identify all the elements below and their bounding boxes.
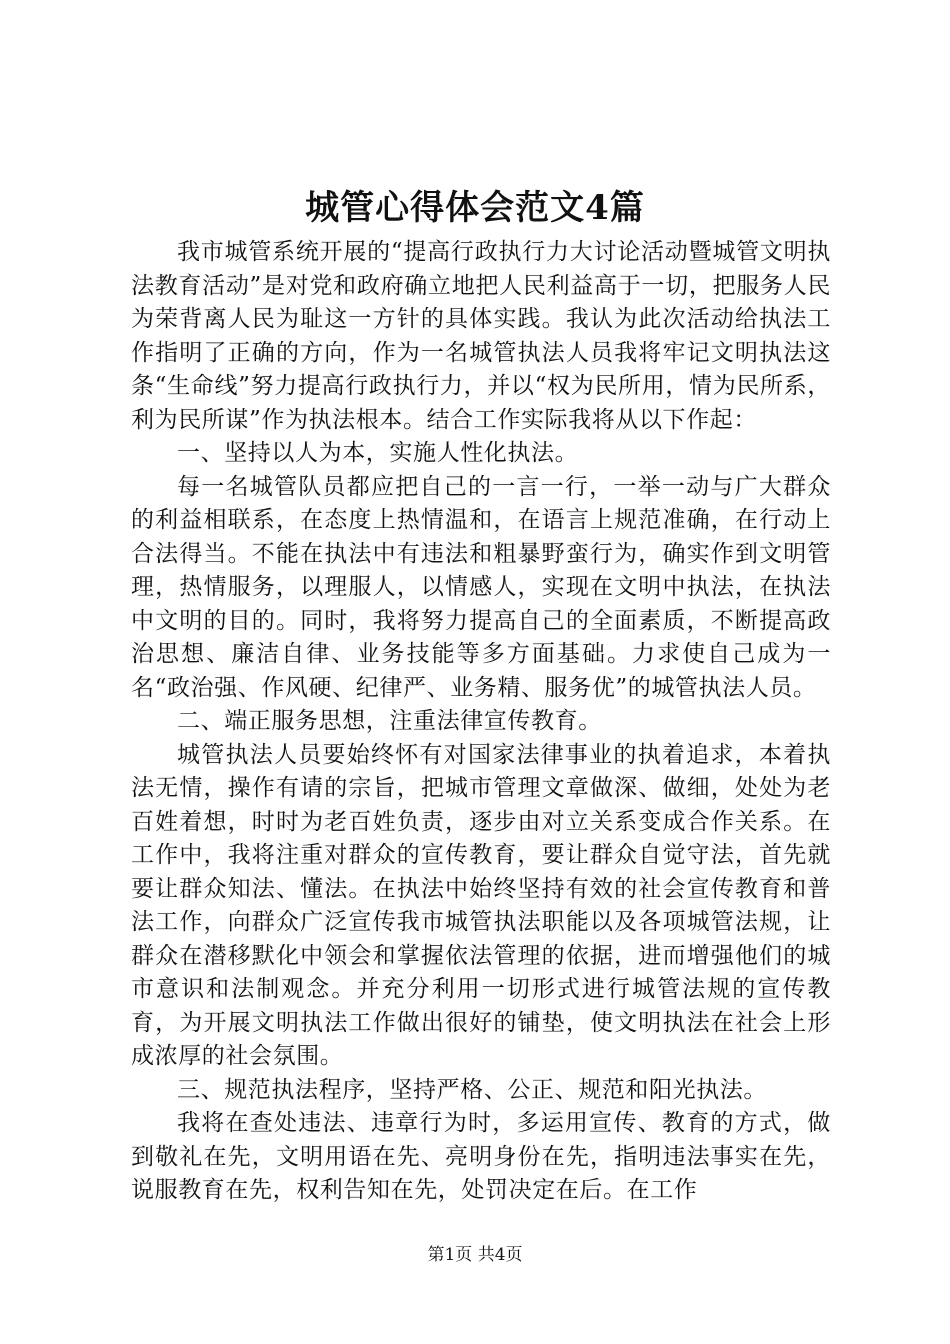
section-heading-1: 一、坚持以人为本，实施人性化执法。 [177, 440, 579, 466]
paragraph-intro: 我市城管系统开展的“提高行政执行力大讨论活动暨城管文明执法教育活动”是对党和政府确立地把人民利益高于一切，把服务人民为荣背离人民为耻这一方针的具体实践。我认为此次活动给执法工作指明了正确的方向，作为一名城管执法人员我将牢记文明执法这条“生命线”努力提高行政执行力，并以“权为民所用，情为民所系，利为民所谋”作为执法根本。结合工作实际我将从以下作起： [131, 239, 831, 433]
paragraph-section-3: 我将在查处违法、违章行为时，多运用宣传、教育的方式，做到敬礼在先，文明用语在先、亮明身份在先，指明违法事实在先，说服教育在先，权利告知在先，处罚决定在后。在工作 [131, 1110, 831, 1203]
paragraph-section-1: 每一名城管队员都应把自己的一言一行，一举一动与广大群众的利益相联系，在态度上热情温和，在语言上规范准确，在行动上合法得当。不能在执法中有违法和粗暴野蛮行为，确实作到文明管理，热情服务，以理服人，以情感人，实现在文明中执法，在执法中文明的目的。同时，我将努力提高自己的全面素质，不断提高政治思想、廉洁自律、业务技能等多方面基础。力求使自己成为一名“政治强、作风硬、纪律严、业务精、服务优”的城管执法人员。 [131, 473, 831, 701]
section-heading-2: 二、端正服务思想，注重法律宣传教育。 [177, 708, 602, 734]
paragraph-section-2: 城管执法人员要始终怀有对国家法律事业的执着追求，本着执法无情，操作有请的宗旨，把城市管理文章做深、做细，处处为老百姓着想，时时为老百姓负责，逐步由对立关系变成合作关系。在工作中，我将注重对群众的宣传教育，要让群众自觉守法，首先就要让群众知法、懂法。在执法中始终坚持有效的社会宣传教育和普法工作，向群众广泛宣传我市城管执法职能以及各项城管法规，让群众在潜移默化中领会和掌握依法管理的依据，进而增强他们的城市意识和法制观念。并充分利用一切形式进行城管法规的宣传教育，为开展文明执法工作做出很好的铺垫，使文明执法在社会上形成浓厚的社会氛围。 [131, 741, 831, 1069]
section-heading-3: 三、规范执法程序，坚持严格、公正、规范和阳光执法。 [177, 1076, 767, 1103]
document-body [131, 236, 831, 1208]
page-number-footer: 第1页 共4页 [427, 1245, 523, 1265]
page-title: 城管心得体会范文4篇 [305, 188, 645, 228]
